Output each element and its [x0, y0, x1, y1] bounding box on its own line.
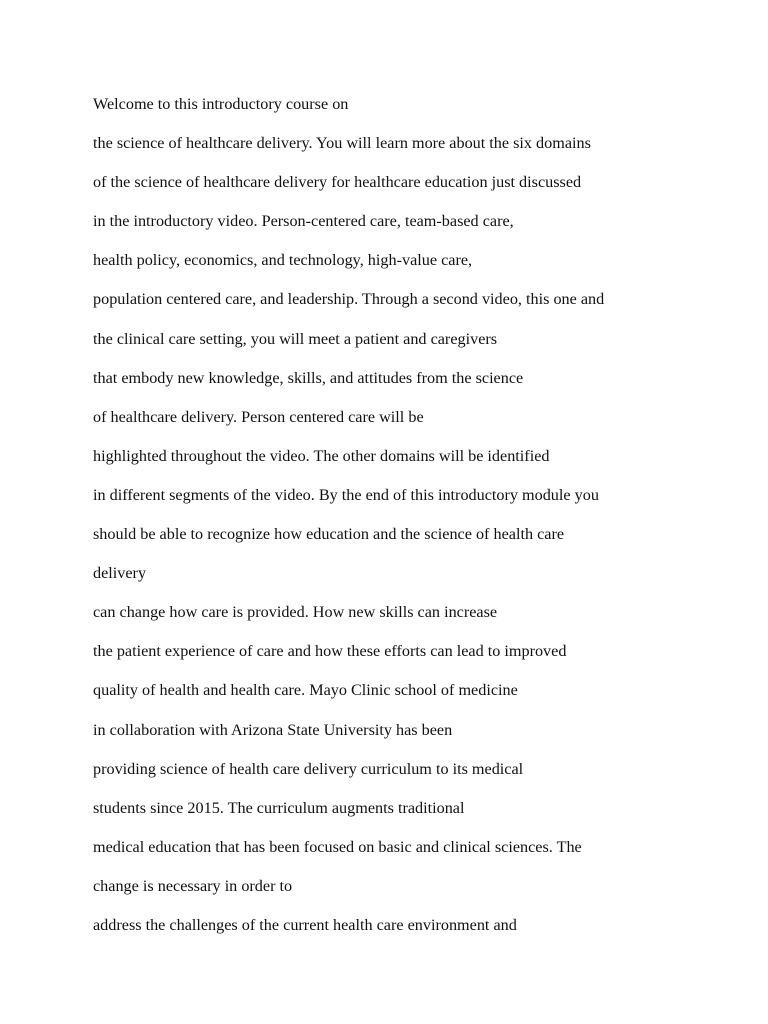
text-line: in the introductory video. Person-centered care, team-based care,	[93, 212, 514, 231]
text-line: Welcome to this introductory course on	[93, 95, 349, 113]
text-line: quality of health and health care. Mayo Clinic school of medicine	[93, 681, 518, 700]
text-line: population centered care, and leadership. Through a second video, this one and	[93, 290, 605, 309]
text-line: health policy, economics, and technology, high-value care,	[93, 251, 473, 270]
text-line: in different segments of the video. By the end of this introductory module you	[93, 485, 599, 504]
transcript-text	[93, 85, 713, 945]
text-line: medical education that has been focused on basic and clinical sciences. The	[93, 837, 582, 856]
text-line: can change how care is provided. How new skills can increase	[93, 603, 498, 622]
text-line: should be able to recognize how education and the science of health care	[93, 525, 565, 544]
text-line: providing science of health care delivery curriculum to its medical	[93, 759, 524, 778]
text-line: the patient experience of care and how these efforts can lead to improved	[93, 642, 567, 661]
text-line: students since 2015. The curriculum augments traditional	[93, 798, 465, 817]
text-line: address the challenges of the current health care environment and	[93, 915, 517, 934]
text-line: of healthcare delivery. Person centered care will be	[93, 407, 424, 426]
text-line: of the science of healthcare delivery for healthcare education just discussed	[93, 173, 582, 192]
text-line: in collaboration with Arizona State University has been	[93, 720, 453, 739]
text-line: highlighted throughout the video. The other domains will be identified	[93, 446, 550, 465]
text-line: the clinical care setting, you will meet a patient and caregivers	[93, 329, 498, 348]
text-line: delivery	[93, 564, 147, 583]
text-line: change is necessary in order to	[93, 876, 293, 895]
text-line: that embody new knowledge, skills, and attitudes from the science	[93, 368, 524, 387]
text-line: the science of healthcare delivery. You will learn more about the six domains	[93, 134, 591, 153]
